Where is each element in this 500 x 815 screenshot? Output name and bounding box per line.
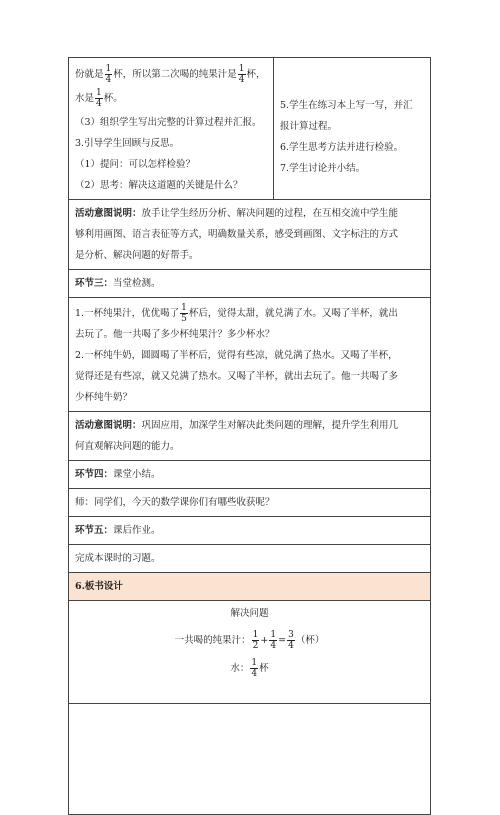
text-line: 何直观解决问题的能力。 bbox=[75, 441, 180, 452]
text: 巩固应用，加深学生对解决此类问题的理解，提升学生利用几 bbox=[141, 420, 399, 431]
denominator: 4 bbox=[105, 75, 112, 85]
numerator: 1 bbox=[105, 64, 112, 74]
board-cell bbox=[69, 601, 431, 704]
section-row bbox=[69, 270, 431, 298]
text: 份就是 bbox=[75, 69, 104, 80]
text-line: 3.引导学生回顾与反思。 bbox=[75, 138, 180, 149]
blank-row bbox=[69, 704, 431, 815]
board-equation bbox=[69, 628, 430, 654]
section-label: 环节三： bbox=[75, 278, 114, 289]
section-row bbox=[69, 461, 431, 489]
numerator: 1 bbox=[181, 303, 187, 313]
denominator: 4 bbox=[270, 641, 277, 651]
text: 水是 bbox=[75, 93, 95, 104]
denominator: 4 bbox=[251, 669, 258, 679]
board-header-row bbox=[69, 573, 431, 601]
numerator: 1 bbox=[252, 630, 259, 640]
operator: + bbox=[260, 635, 269, 646]
section-text: 课堂小结。 bbox=[113, 469, 161, 480]
text-line: 2.一杯纯牛奶，圆圆喝了半杯后，觉得有些凉，就兑满了热水。又喝了半杯， bbox=[75, 350, 398, 361]
fraction bbox=[105, 64, 113, 85]
board-header: 6.板书设计 bbox=[75, 581, 123, 592]
text: 杯。 bbox=[103, 93, 123, 104]
denominator: 4 bbox=[96, 99, 102, 109]
text-line: 少杯纯牛奶？ bbox=[75, 392, 133, 403]
unit: （杯） bbox=[295, 635, 325, 646]
text: 一共喝的纯果汁： bbox=[174, 635, 251, 646]
text-line: 觉得还是有些凉，就又兑满了热水。又喝了半杯，就出去玩了。他一共喝了多 bbox=[75, 371, 399, 382]
lesson-plan-page bbox=[68, 57, 430, 815]
denominator: 4 bbox=[238, 75, 245, 85]
unit: 杯 bbox=[259, 663, 269, 674]
lesson-plan-table bbox=[68, 57, 431, 815]
denominator: 5 bbox=[181, 314, 187, 324]
numerator: 1 bbox=[238, 64, 245, 74]
text: 1.一杯纯果汁，优优喝了 bbox=[75, 308, 180, 319]
fraction bbox=[238, 64, 246, 85]
numerator: 1 bbox=[270, 630, 277, 640]
text-line: 7.学生讨论并小结。 bbox=[280, 163, 366, 174]
fraction bbox=[250, 658, 258, 679]
board-row bbox=[69, 601, 431, 704]
denominator: 4 bbox=[288, 641, 294, 651]
teacher-row bbox=[69, 489, 431, 517]
section-text: 课后作业。 bbox=[113, 525, 161, 536]
text-line bbox=[75, 64, 267, 85]
board-title: 解决问题 bbox=[230, 608, 269, 619]
text-line: （2）思考：解决这道题的关键是什么？ bbox=[75, 180, 243, 191]
text: 杯后，觉得太甜，就兑满了水。又喝了半杯，就出 bbox=[188, 308, 398, 319]
student-activity-cell bbox=[274, 58, 431, 200]
text-line: 报计算过程。 bbox=[280, 121, 338, 132]
numerator: 1 bbox=[96, 88, 102, 98]
board-water bbox=[69, 656, 430, 682]
text-line: （1）提问：可以怎样检验？ bbox=[75, 159, 196, 170]
text-line: 5.学生在练习本上写一写，并汇 bbox=[280, 100, 413, 111]
text-line: 是分析、解决问题的好帮手。 bbox=[75, 250, 199, 261]
fraction bbox=[287, 630, 295, 651]
intent-row bbox=[69, 412, 431, 461]
exercise-row bbox=[69, 298, 431, 412]
text-line bbox=[75, 88, 267, 109]
numerator: 1 bbox=[251, 658, 258, 668]
text-line bbox=[75, 203, 424, 224]
homework-text: 完成本课时的习题。 bbox=[75, 553, 161, 564]
text-line bbox=[75, 303, 424, 324]
text: 杯， bbox=[246, 69, 266, 80]
teacher-activity-cell bbox=[69, 58, 274, 200]
text-line: 6.学生思考方法并进行检验。 bbox=[280, 142, 404, 153]
text: 水： bbox=[230, 663, 250, 674]
process-row bbox=[69, 58, 431, 200]
text-line: 去玩了。他一共喝了多少杯纯果汁？多少杯水？ bbox=[75, 329, 275, 340]
intent-label: 活动意图说明： bbox=[75, 420, 142, 431]
section-text: 当堂检测。 bbox=[113, 278, 161, 289]
homework-row bbox=[69, 545, 431, 573]
text-line bbox=[75, 415, 424, 436]
numerator: 3 bbox=[288, 630, 294, 640]
text-line: （3）组织学生写出完整的计算过程并汇报。 bbox=[75, 117, 262, 128]
fraction bbox=[180, 303, 188, 324]
operator: = bbox=[278, 635, 287, 646]
section-label: 环节五： bbox=[75, 525, 114, 536]
text: 放手让学生经历分析、解决问题的过程，在互相交流中学生能 bbox=[141, 208, 399, 219]
text-line: 够利用画图、语言表征等方式，明确数量关系，感受到画图、文字标注的方式 bbox=[75, 229, 399, 240]
teacher-text: 师：同学们，今天的数学课你们有哪些收获呢？ bbox=[75, 497, 275, 508]
intent-label: 活动意图说明： bbox=[75, 208, 142, 219]
denominator: 2 bbox=[252, 641, 259, 651]
section-row bbox=[69, 517, 431, 545]
text: 杯，所以第二次喝的纯果汁是 bbox=[113, 69, 237, 80]
intent-row bbox=[69, 200, 431, 270]
fraction bbox=[269, 630, 277, 651]
section-label: 环节四： bbox=[75, 469, 114, 480]
fraction bbox=[252, 630, 260, 651]
fraction bbox=[95, 88, 103, 109]
